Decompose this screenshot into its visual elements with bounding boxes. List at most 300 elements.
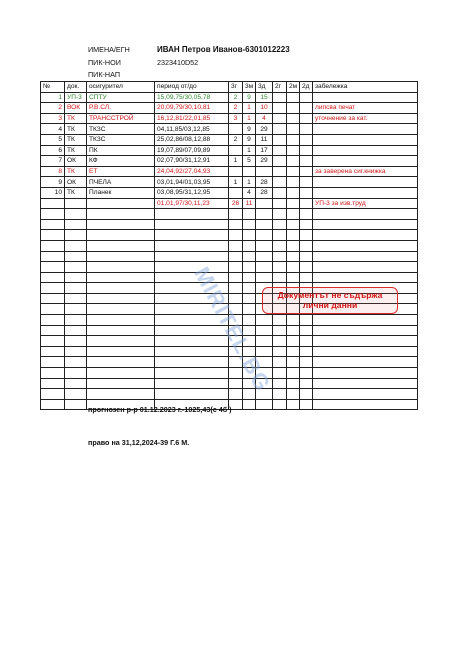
table-cell	[243, 262, 256, 273]
table-cell	[155, 304, 229, 315]
table-cell: за заверена сиг.книжка	[313, 166, 418, 177]
table-row	[41, 187, 418, 198]
table-cell: 1	[229, 177, 243, 188]
table-cell	[155, 240, 229, 251]
table-cell	[300, 315, 313, 326]
column-header: 2д	[300, 82, 313, 93]
table-cell: 2	[41, 103, 65, 114]
table-cell	[229, 378, 243, 389]
table-cell	[313, 124, 418, 135]
table-cell	[41, 272, 65, 283]
table-cell	[287, 240, 300, 251]
table-cell	[65, 315, 87, 326]
table-cell	[256, 198, 273, 209]
table-row	[41, 346, 418, 357]
table-cell	[287, 166, 300, 177]
table-row	[41, 177, 418, 188]
column-header: №	[41, 82, 65, 93]
table-cell: 2	[229, 92, 243, 103]
table-cell	[229, 346, 243, 357]
table-cell	[65, 230, 87, 241]
table-cell: КФ	[87, 156, 155, 167]
table-cell	[243, 346, 256, 357]
table-cell	[41, 198, 65, 209]
table-row	[41, 92, 418, 103]
table-cell	[300, 399, 313, 410]
table-cell	[300, 156, 313, 167]
table-cell	[229, 368, 243, 379]
table-cell	[41, 325, 65, 336]
table-row	[41, 124, 418, 135]
table-cell: 19,07,89/07,09,89	[155, 145, 229, 156]
table-cell	[229, 209, 243, 220]
table-cell	[300, 336, 313, 347]
table-cell	[287, 219, 300, 230]
table-cell	[273, 124, 287, 135]
table-cell: УП-3	[65, 92, 87, 103]
table-cell	[273, 399, 287, 410]
table-cell	[287, 187, 300, 198]
table-cell	[41, 378, 65, 389]
table-cell	[243, 389, 256, 400]
table-cell: 11	[256, 134, 273, 145]
table-cell	[273, 209, 287, 220]
table-row	[41, 230, 418, 241]
table-cell	[313, 134, 418, 145]
table-cell	[87, 251, 155, 262]
table-cell	[65, 272, 87, 283]
table-cell	[313, 336, 418, 347]
table-row	[41, 272, 418, 283]
table-cell: 9	[41, 177, 65, 188]
table-cell	[87, 368, 155, 379]
table-cell	[229, 240, 243, 251]
watermark: MIRITEL.BG	[189, 262, 276, 396]
column-header: период от/до	[155, 82, 229, 93]
table-cell	[300, 103, 313, 114]
table-cell	[273, 240, 287, 251]
table-cell	[41, 368, 65, 379]
table-cell	[273, 198, 287, 209]
table-cell	[287, 124, 300, 135]
table-cell	[41, 346, 65, 357]
table-cell	[287, 209, 300, 220]
table-cell: 4	[243, 187, 256, 198]
table-cell: 11	[243, 198, 256, 209]
table-cell	[41, 304, 65, 315]
table-cell	[287, 251, 300, 262]
table-cell	[273, 145, 287, 156]
table-cell	[256, 240, 273, 251]
table-cell	[313, 325, 418, 336]
table-row	[41, 113, 418, 124]
table-cell	[273, 251, 287, 262]
table-cell	[313, 187, 418, 198]
table-cell	[229, 315, 243, 326]
table-cell: ПК	[87, 145, 155, 156]
table-cell	[243, 209, 256, 220]
table-cell	[87, 357, 155, 368]
table-cell: ПЧЕЛА	[87, 177, 155, 188]
table-cell	[243, 240, 256, 251]
table-cell	[273, 113, 287, 124]
table-cell	[87, 230, 155, 241]
table-cell	[229, 304, 243, 315]
table-row	[41, 145, 418, 156]
table-cell	[313, 378, 418, 389]
table-cell: ТКЗС	[87, 124, 155, 135]
table-cell	[300, 325, 313, 336]
table-cell	[287, 315, 300, 326]
column-header: док.	[65, 82, 87, 93]
table-cell	[41, 209, 65, 220]
table-row	[41, 357, 418, 368]
table-cell	[256, 262, 273, 273]
table-cell	[287, 325, 300, 336]
table-cell	[273, 389, 287, 400]
table-cell	[313, 357, 418, 368]
table-cell	[65, 293, 87, 304]
table-cell: уточнение за кат.	[313, 113, 418, 124]
table-cell	[155, 357, 229, 368]
table-cell	[87, 283, 155, 294]
table-cell	[65, 336, 87, 347]
table-cell	[41, 251, 65, 262]
table-cell	[256, 209, 273, 220]
table-cell	[243, 357, 256, 368]
table-cell	[300, 145, 313, 156]
table-row	[41, 336, 418, 347]
table-cell	[65, 357, 87, 368]
table-cell	[243, 315, 256, 326]
table-row	[41, 389, 418, 400]
table-cell	[243, 251, 256, 262]
table-cell	[155, 346, 229, 357]
column-header: 3г	[229, 82, 243, 93]
table-cell	[300, 177, 313, 188]
table-cell	[313, 399, 418, 410]
table-cell: 03,08,95/31,12,95	[155, 187, 229, 198]
table-cell	[313, 262, 418, 273]
table-cell: 1	[41, 92, 65, 103]
table-cell	[41, 399, 65, 410]
table-row	[41, 325, 418, 336]
table-cell: 25,02,86/08,12,88	[155, 134, 229, 145]
table-cell	[273, 219, 287, 230]
table-cell	[243, 336, 256, 347]
table-cell: ТК	[65, 134, 87, 145]
table-cell	[41, 219, 65, 230]
table-cell: 29	[256, 124, 273, 135]
table-cell: Планек	[87, 187, 155, 198]
table-cell	[273, 346, 287, 357]
table-cell	[65, 346, 87, 357]
table-cell	[273, 378, 287, 389]
table-cell	[41, 293, 65, 304]
table-cell	[155, 389, 229, 400]
table-cell	[243, 304, 256, 315]
table-cell	[243, 272, 256, 283]
table-cell: ТК	[65, 145, 87, 156]
table-cell: ТК	[65, 166, 87, 177]
table-cell: ТРАНССТРОЙ	[87, 113, 155, 124]
nap-label: ПИК-НАП	[88, 70, 120, 79]
table-cell	[313, 346, 418, 357]
table-row	[41, 262, 418, 273]
table-cell: ОК	[65, 177, 87, 188]
table-cell: 28	[256, 177, 273, 188]
pension-right-text: право на 31,12,2024-39 Г.6 М.	[88, 438, 190, 447]
table-cell	[65, 251, 87, 262]
table-cell	[155, 251, 229, 262]
table-cell	[41, 357, 65, 368]
table-cell: 26	[229, 198, 243, 209]
table-cell	[300, 389, 313, 400]
table-cell	[313, 315, 418, 326]
table-cell: 8	[41, 166, 65, 177]
table-cell	[300, 187, 313, 198]
table-cell	[155, 272, 229, 283]
table-cell: липсва печат	[313, 103, 418, 114]
table-cell	[155, 368, 229, 379]
table-cell: 9	[243, 134, 256, 145]
table-cell	[155, 325, 229, 336]
table-cell	[65, 283, 87, 294]
table-cell: 9	[243, 124, 256, 135]
table-cell: ЕТ	[87, 166, 155, 177]
name-label: ИМЕНА/ЕГН	[88, 45, 130, 54]
noi-label: ПИК-НОИ	[88, 58, 121, 67]
table-cell	[243, 230, 256, 241]
table-row	[41, 166, 418, 177]
table-cell	[155, 230, 229, 241]
table-cell	[287, 156, 300, 167]
table-cell	[256, 389, 273, 400]
column-header: 3д	[256, 82, 273, 93]
table-cell	[155, 283, 229, 294]
service-table	[40, 81, 418, 410]
table-cell: 5	[41, 134, 65, 145]
table-cell	[300, 219, 313, 230]
table-cell	[155, 209, 229, 220]
column-header: 3м	[243, 82, 256, 93]
forecast-text: прогнозен р-р 01.12.2023 г.-1025,43(с 4б )	[88, 405, 232, 414]
table-cell	[65, 399, 87, 410]
table-row	[41, 103, 418, 114]
column-header: забележка	[313, 82, 418, 93]
table-cell	[41, 230, 65, 241]
table-cell	[287, 378, 300, 389]
table-cell	[41, 389, 65, 400]
table-cell	[65, 198, 87, 209]
table-cell: 28	[256, 187, 273, 198]
table-cell	[256, 166, 273, 177]
table-cell	[87, 209, 155, 220]
table-cell	[229, 166, 243, 177]
table-row	[41, 209, 418, 220]
table-cell	[300, 251, 313, 262]
table-cell	[287, 134, 300, 145]
table-cell	[313, 92, 418, 103]
table-cell	[287, 399, 300, 410]
table-cell	[155, 378, 229, 389]
table-cell	[287, 103, 300, 114]
table-cell	[273, 156, 287, 167]
table-cell	[243, 399, 256, 410]
table-cell: 01,01,97/30,11,23	[155, 198, 229, 209]
table-cell: 1	[243, 113, 256, 124]
table-cell	[87, 219, 155, 230]
table-cell: 7	[41, 156, 65, 167]
table-cell	[273, 166, 287, 177]
table-cell	[87, 272, 155, 283]
table-cell	[243, 293, 256, 304]
table-cell	[300, 124, 313, 135]
table-cell	[313, 272, 418, 283]
table-cell	[313, 219, 418, 230]
table-cell	[273, 92, 287, 103]
table-cell	[229, 262, 243, 273]
table-cell	[256, 368, 273, 379]
table-cell	[87, 378, 155, 389]
table-cell	[65, 368, 87, 379]
table-cell: 2	[229, 134, 243, 145]
table-cell	[273, 336, 287, 347]
table-row	[41, 378, 418, 389]
table-header-row	[41, 82, 418, 93]
table-cell: 15	[256, 92, 273, 103]
table-cell	[313, 251, 418, 262]
name-value: ИВАН Петров Иванов-6301012223	[157, 45, 290, 54]
table-cell	[243, 325, 256, 336]
table-cell	[243, 219, 256, 230]
table-cell	[155, 336, 229, 347]
no-personal-data-stamp	[262, 287, 398, 314]
table-cell	[87, 262, 155, 273]
table-cell	[287, 336, 300, 347]
table-cell	[273, 315, 287, 326]
table-row	[41, 240, 418, 251]
column-header: 2м	[287, 82, 300, 93]
table-cell: ТКЗС	[87, 134, 155, 145]
table-cell	[287, 357, 300, 368]
table-cell	[229, 283, 243, 294]
table-cell	[287, 272, 300, 283]
table-cell: 6	[41, 145, 65, 156]
table-cell	[273, 103, 287, 114]
table-cell: ТК	[65, 187, 87, 198]
table-cell: 2	[229, 103, 243, 114]
table-cell	[41, 315, 65, 326]
noi-value: 2323410D52	[157, 58, 199, 67]
table-cell	[313, 177, 418, 188]
table-cell	[229, 325, 243, 336]
table-cell	[273, 262, 287, 273]
table-cell	[65, 378, 87, 389]
table-cell	[87, 293, 155, 304]
table-cell: 24,04,92/27,04,93	[155, 166, 229, 177]
table-cell: 20,09,79/30,10,81	[155, 103, 229, 114]
table-cell	[87, 304, 155, 315]
table-cell	[87, 389, 155, 400]
table-cell: Р.В.СЛ.	[87, 103, 155, 114]
table-cell	[256, 399, 273, 410]
table-cell	[229, 357, 243, 368]
table-cell: ОК	[65, 156, 87, 167]
table-row	[41, 251, 418, 262]
table-cell	[65, 389, 87, 400]
table-cell	[65, 325, 87, 336]
table-cell: 3	[41, 113, 65, 124]
table-cell	[287, 262, 300, 273]
table-cell	[300, 357, 313, 368]
table-cell	[300, 166, 313, 177]
table-cell	[229, 145, 243, 156]
table-cell	[87, 198, 155, 209]
table-row	[41, 134, 418, 145]
table-cell	[313, 230, 418, 241]
table-cell	[287, 389, 300, 400]
table-cell	[229, 230, 243, 241]
table-cell	[155, 219, 229, 230]
table-cell	[87, 315, 155, 326]
table-cell	[300, 92, 313, 103]
table-cell	[41, 262, 65, 273]
table-cell	[273, 177, 287, 188]
table-cell	[300, 209, 313, 220]
table-cell	[287, 198, 300, 209]
table-cell	[229, 219, 243, 230]
table-cell: 10	[41, 187, 65, 198]
table-cell	[300, 113, 313, 124]
stamp-line-1: Документът не съдържа	[277, 290, 383, 300]
table-cell	[273, 187, 287, 198]
table-cell	[273, 325, 287, 336]
table-cell: 9	[243, 92, 256, 103]
table-cell: 3	[229, 113, 243, 124]
table-cell	[87, 346, 155, 357]
table-cell	[273, 272, 287, 283]
table-cell	[229, 293, 243, 304]
table-cell	[155, 293, 229, 304]
table-cell	[273, 230, 287, 241]
table-row	[41, 315, 418, 326]
table-cell: 17	[256, 145, 273, 156]
table-cell	[65, 240, 87, 251]
table-cell	[287, 230, 300, 241]
table-cell: 15,09,75/30,05,78	[155, 92, 229, 103]
table-cell: 5	[243, 156, 256, 167]
table-cell	[300, 346, 313, 357]
table-cell	[87, 336, 155, 347]
table-cell	[256, 230, 273, 241]
table-cell	[300, 230, 313, 241]
table-cell	[287, 177, 300, 188]
table-cell: 1	[243, 103, 256, 114]
table-cell: 1	[243, 145, 256, 156]
table-row	[41, 219, 418, 230]
table-cell	[87, 240, 155, 251]
table-cell	[313, 389, 418, 400]
table-cell: ТК	[65, 113, 87, 124]
table-cell	[273, 357, 287, 368]
table-cell	[65, 219, 87, 230]
table-cell: 16,12,81/22,01,85	[155, 113, 229, 124]
table-cell	[256, 315, 273, 326]
table-cell	[65, 304, 87, 315]
table-cell	[287, 113, 300, 124]
stamp-line-2: лични данни	[302, 300, 358, 310]
